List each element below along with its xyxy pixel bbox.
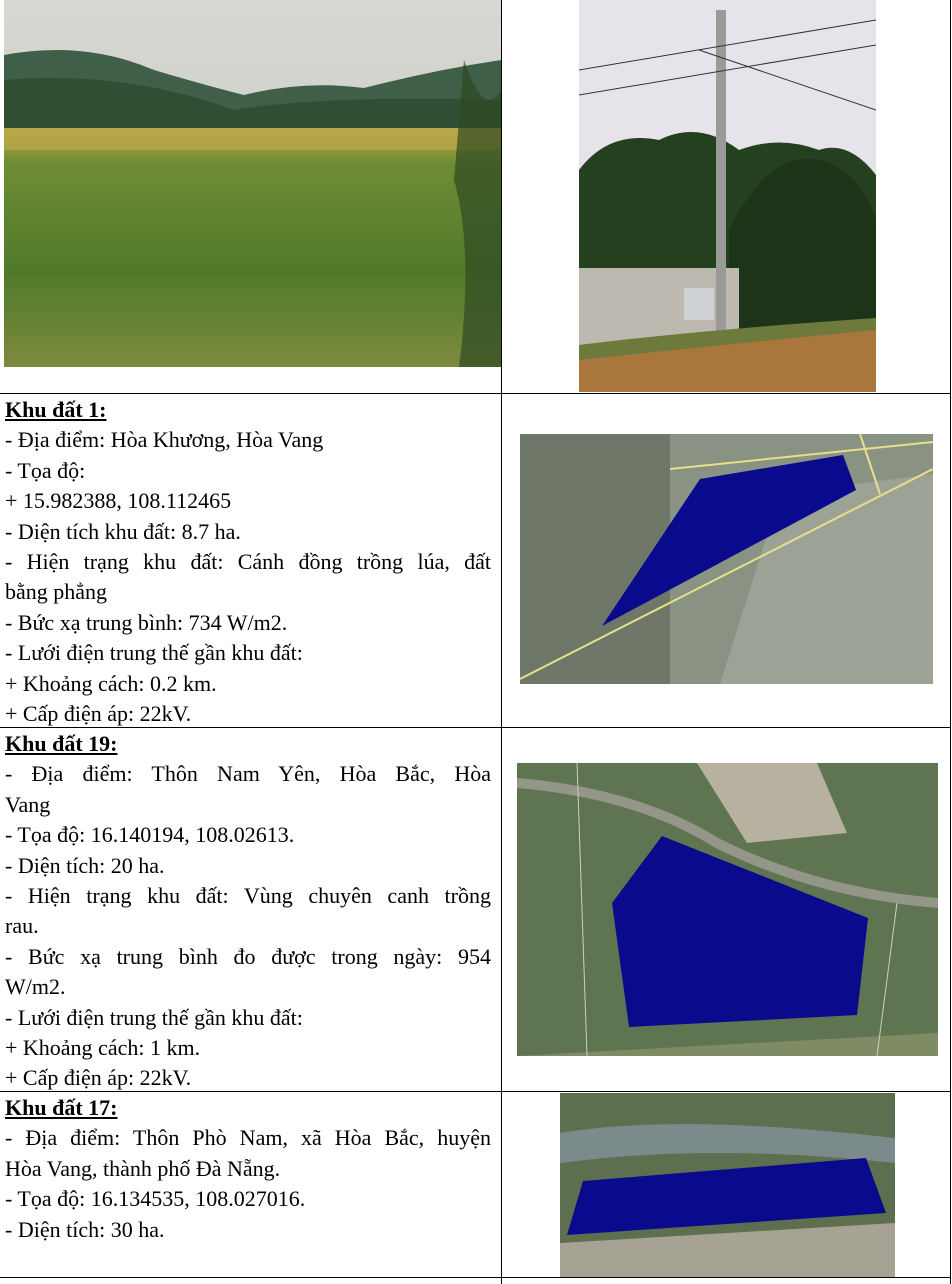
site-1-satellite-map <box>520 434 933 684</box>
site-17-heading: Khu đất 17: <box>5 1095 118 1120</box>
site-1-line: + Khoảng cách: 0.2 km. <box>5 670 217 696</box>
site-17-description <box>5 1093 491 1245</box>
site-19-line: - Lưới điện trung thế gần khu đất: <box>5 1004 303 1030</box>
site-19-description <box>5 729 491 1094</box>
site-17-line: - Tọa độ: 16.134535, 108.027016. <box>5 1186 306 1212</box>
site-1-description <box>5 395 491 729</box>
site-17-line: - Địa điểm: Thôn Phò Nam, xã Hòa Bắc, huyện <box>5 1125 491 1151</box>
site-17-line: Hòa Vang, thành phố Đà Nẵng. <box>5 1155 281 1181</box>
site-19-line: rau. <box>5 913 39 939</box>
site-1-heading: Khu đất 1: <box>5 397 107 422</box>
table-bottom-border <box>0 1277 951 1278</box>
site-1-line: - Tọa độ: <box>5 457 86 483</box>
site-1-line: + 15.982388, 108.112465 <box>5 488 232 514</box>
power-pole-photo <box>579 0 876 392</box>
site-1-line: - Bức xạ trung bình: 734 W/m2. <box>5 609 288 635</box>
site-19-line: W/m2. <box>5 974 66 1000</box>
site-1-line: - Lưới điện trung thế gần khu đất: <box>5 640 303 666</box>
rice-field-photo <box>4 0 501 367</box>
site-19-line: + Cấp điện áp: 22kV. <box>5 1065 192 1091</box>
site-19-line: - Địa điểm: Thôn Nam Yên, Hòa Bắc, Hòa <box>5 761 491 787</box>
site-17-satellite-map <box>560 1093 895 1277</box>
row-divider-1 <box>0 393 951 394</box>
site-19-line: Vang <box>5 791 51 817</box>
site-1-line: - Hiện trạng khu đất: Cánh đồng trồng lúa, đất <box>5 549 491 575</box>
site-1-line: + Cấp điện áp: 22kV. <box>5 701 192 727</box>
site-17-line: - Diện tích: 30 ha. <box>5 1216 165 1242</box>
site-19-heading: Khu đất 19: <box>5 731 118 756</box>
site-1-line: - Địa điểm: Hòa Khương, Hòa Vang <box>5 427 324 453</box>
site-19-line: - Diện tích: 20 ha. <box>5 852 165 878</box>
site-19-line: + Khoảng cách: 1 km. <box>5 1035 201 1061</box>
site-19-line: - Tọa độ: 16.140194, 108.02613. <box>5 822 295 848</box>
site-19-line: - Bức xạ trung bình đo được trong ngày: 954 <box>5 943 491 969</box>
site-1-line: bằng phẳng <box>5 579 108 605</box>
site-19-line: - Hiện trạng khu đất: Vùng chuyên canh trồng <box>5 883 491 909</box>
site-1-line: - Diện tích khu đất: 8.7 ha. <box>5 518 241 544</box>
site-19-satellite-map <box>517 763 938 1056</box>
